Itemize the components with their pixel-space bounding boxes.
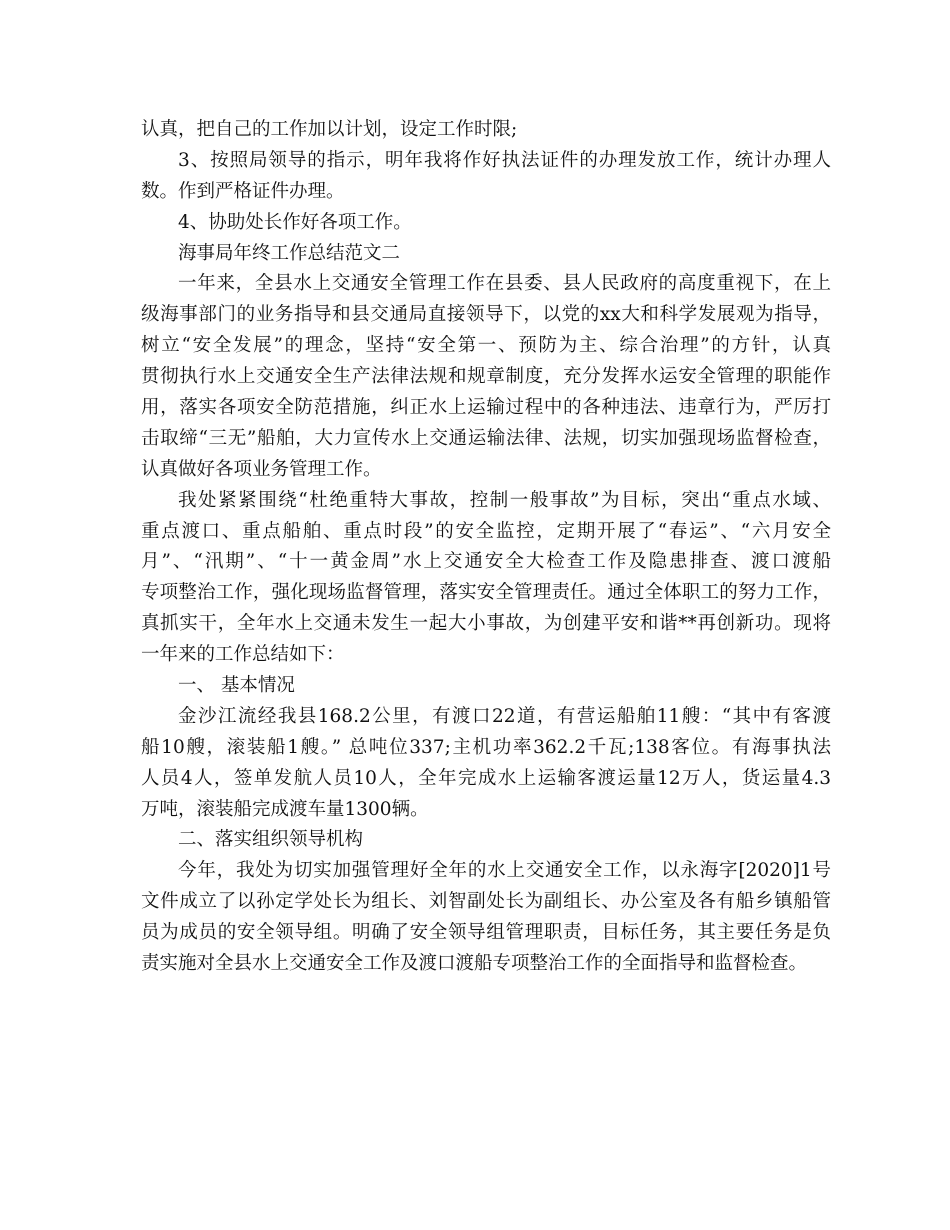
text-line: 万吨，滚装船完成渡车量1300辆。 bbox=[141, 798, 429, 820]
text-line: 重点渡口、重点船舶、重点时段”的安全监控，定期开展了“春运”、“六月安全 bbox=[141, 520, 831, 542]
text-line: 4、协助处长作好各项工作。 bbox=[178, 211, 412, 233]
document-body bbox=[141, 115, 831, 980]
text-line: 文件成立了以孙定学处长为组长、刘智副处长为副组长、办公室及各有船乡镇船管 bbox=[141, 891, 831, 913]
text-line: 海事局年终工作总结范文二 bbox=[178, 242, 401, 264]
text-line: 我处紧紧围绕“杜绝重特大事故，控制一般事故”为目标，突出“重点水域、 bbox=[178, 489, 831, 511]
text-line: 树立“安全发展”的理念，坚持“安全第一、预防为主、综合治理”的方针，认真 bbox=[141, 335, 831, 357]
text-line: 专项整治工作，强化现场监督管理，落实安全管理责任。通过全体职工的努力工作， bbox=[141, 582, 831, 604]
text-line: 二、落实组织领导机构 bbox=[178, 829, 364, 851]
text-line: 一年来，全县水上交通安全管理工作在县委、县人民政府的高度重视下，在上 bbox=[178, 273, 831, 295]
text-line: 一年来的工作总结如下： bbox=[141, 644, 345, 666]
text-line: 级海事部门的业务指导和县交通局直接领导下，以党的xx大和科学发展观为指导， bbox=[141, 304, 831, 326]
text-line: 击取缔“三无”船舶，大力宣传水上交通运输法律、法规，切实加强现场监督检查， bbox=[141, 427, 831, 449]
text-line: 员为成员的安全领导组。明确了安全领导组管理职责，目标任务，其主要任务是负 bbox=[141, 922, 831, 944]
text-line: 真抓实干，全年水上交通未发生一起大小事故，为创建平安和谐**再创新功。现将 bbox=[141, 613, 831, 635]
text-line: 责实施对全县水上交通安全工作及渡口渡船专项整治工作的全面指导和监督检查。 bbox=[141, 953, 808, 975]
text-line: 认真做好各项业务管理工作。 bbox=[141, 458, 382, 480]
text-line: 月”、“汛期”、“十一黄金周”水上交通安全大检查工作及隐患排查、渡口渡船 bbox=[141, 551, 831, 573]
text-line: 3、按照局领导的指示，明年我将作好执法证件的办理发放工作，统计办理人 bbox=[178, 149, 831, 171]
text-line: 金沙江流经我县168.2公里，有渡口22道，有营运船舶11艘：“其中有客渡 bbox=[178, 705, 831, 727]
text-line: 船10艘，滚装船1艘。” 总吨位337;主机功率362.2千瓦;138客位。有海事执法 bbox=[141, 736, 831, 758]
text-line: 数。作到严格证件办理。 bbox=[141, 180, 345, 202]
text-line: 贯彻执行水上交通安全生产法律法规和规章制度，充分发挥水运安全管理的职能作 bbox=[141, 366, 831, 388]
text-line: 今年，我处为切实加强管理好全年的水上交通安全工作，以永海字[2020]1号 bbox=[178, 860, 831, 882]
text-line: 人员4人，签单发航人员10人，全年完成水上运输客渡运量12万人，货运量4.3 bbox=[141, 767, 831, 789]
text-line: 一、 基本情况 bbox=[178, 675, 295, 697]
text-line: 用，落实各项安全防范措施，纠正水上运输过程中的各种违法、违章行为，严厉打 bbox=[141, 397, 831, 419]
text-line: 认真，把自己的工作加以计划，设定工作时限; bbox=[141, 119, 518, 140]
